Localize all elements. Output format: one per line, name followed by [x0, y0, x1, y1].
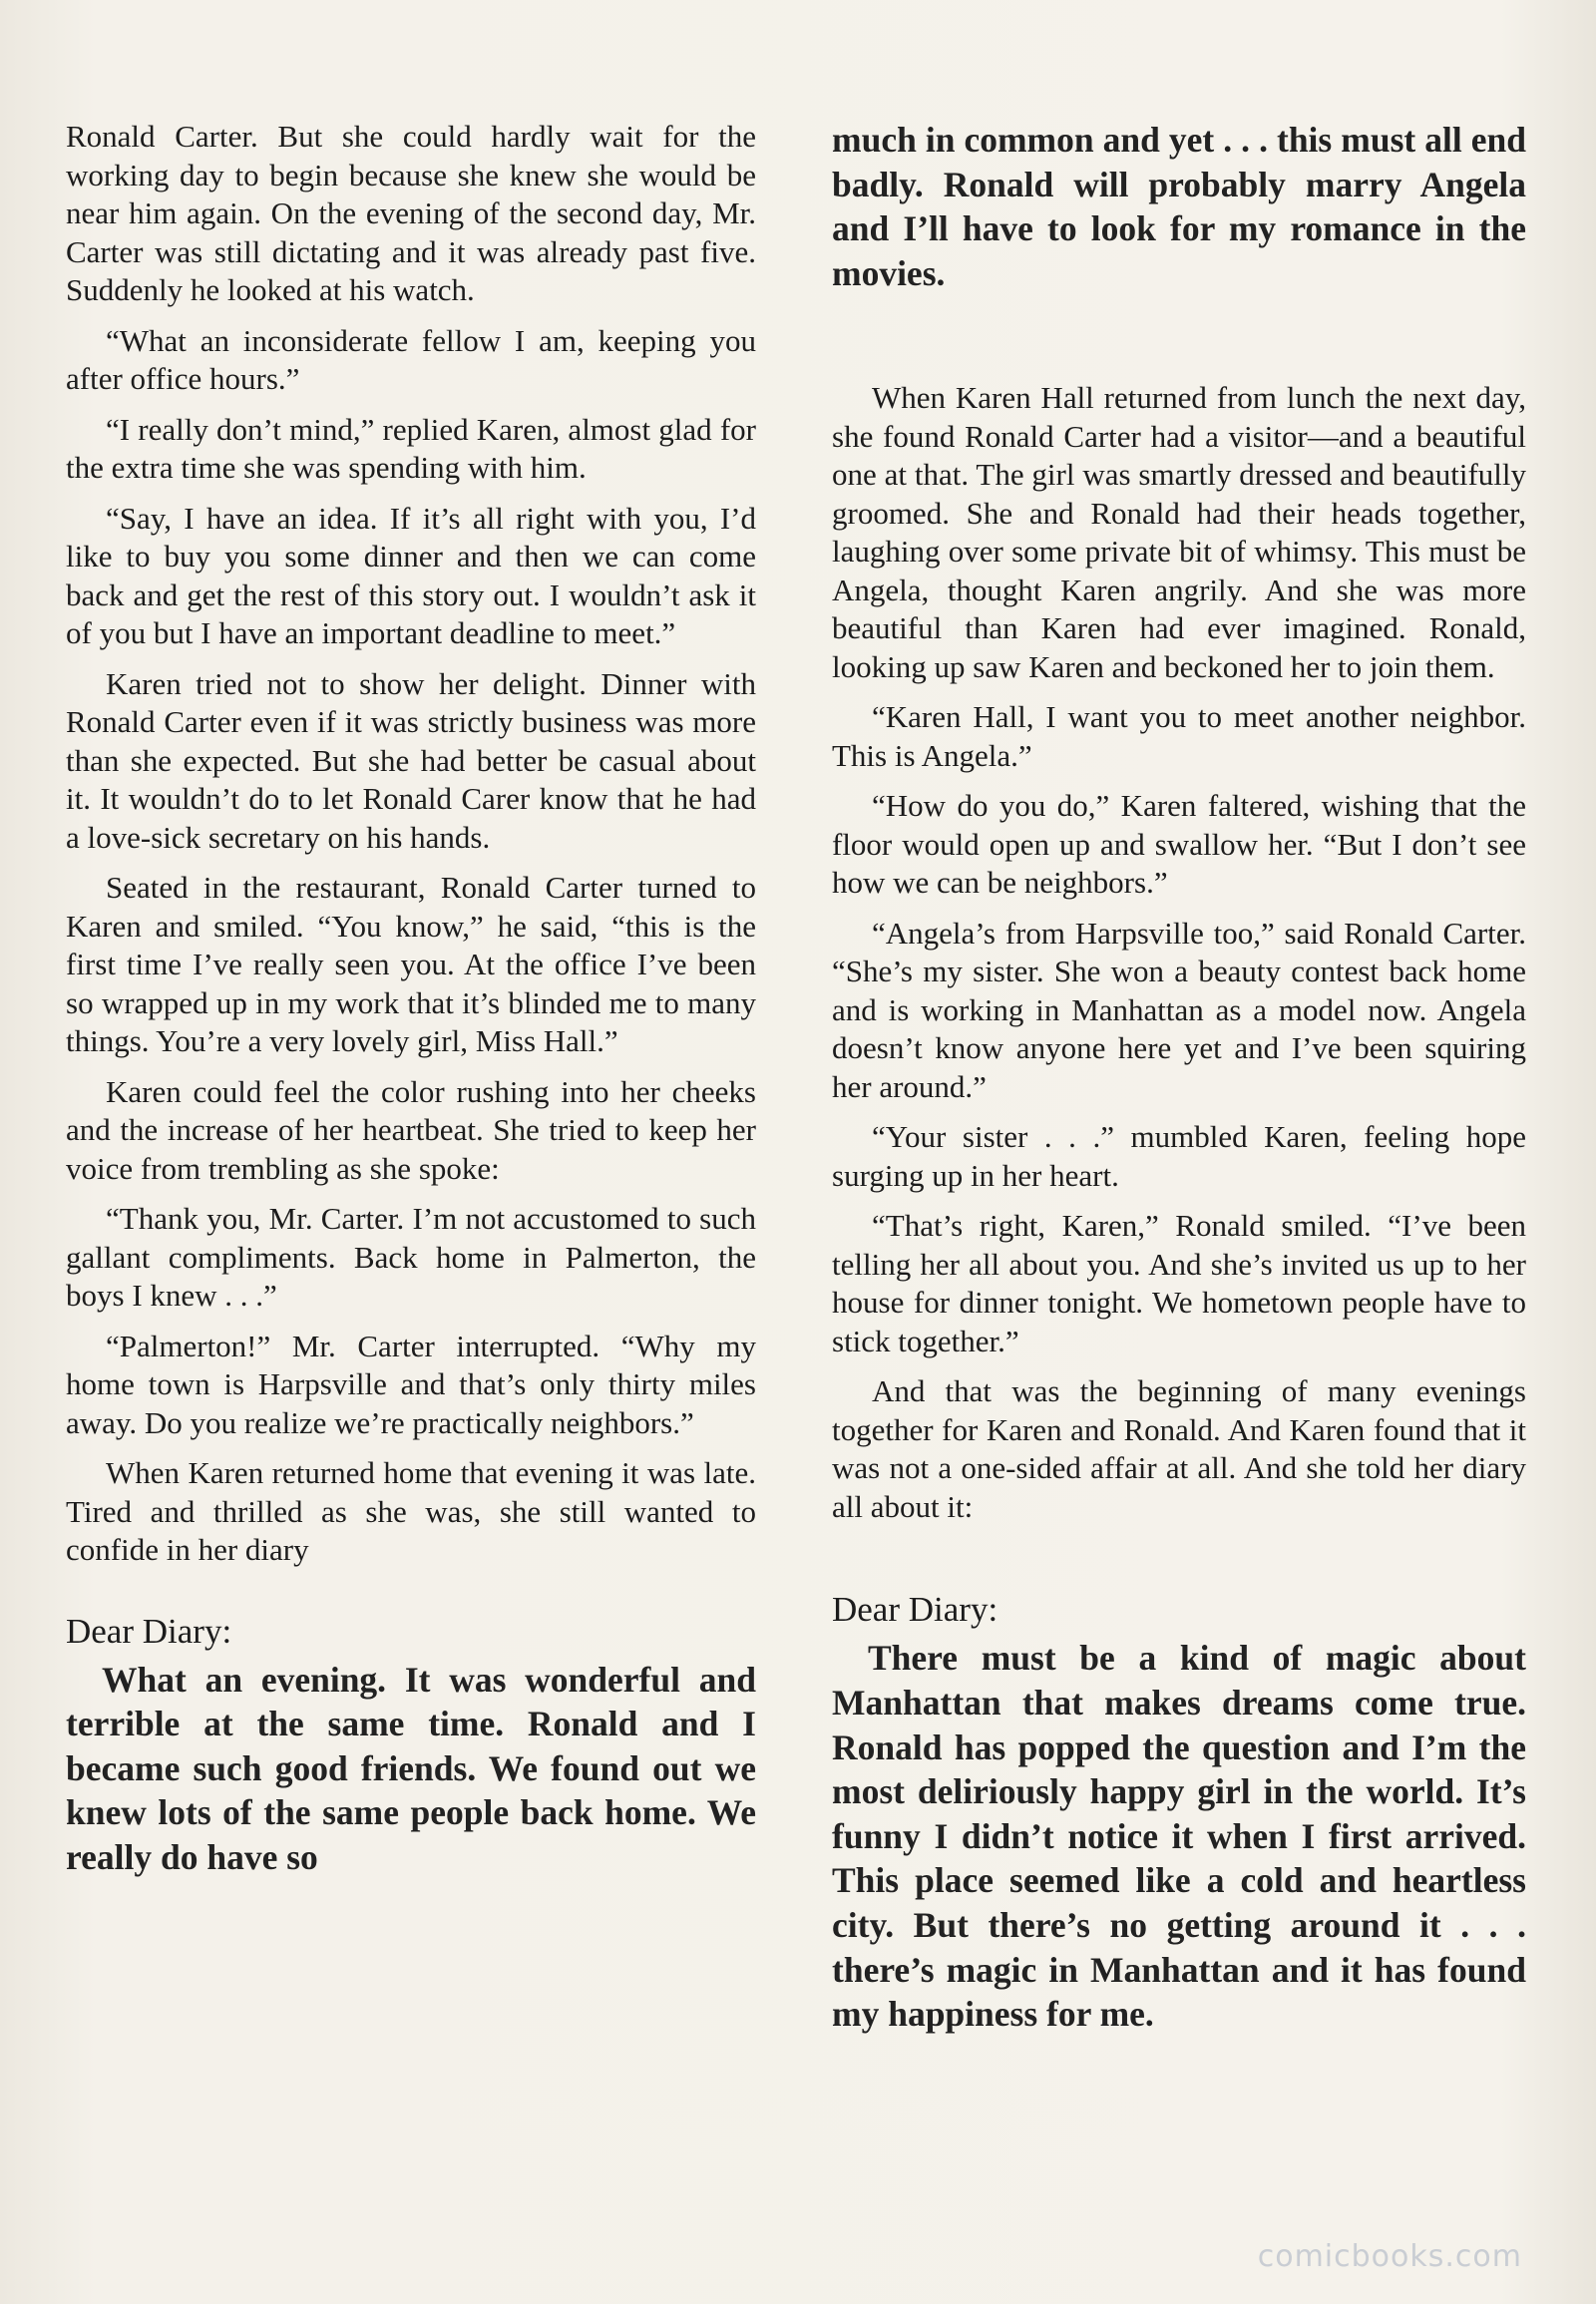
- story-paragraph: “That’s right, Karen,” Ronald smiled. “I’ve been telling her all about you. And she’s invited us up to her house for dinner tonight. We hometown people have to stick together.”: [832, 1208, 1526, 1358]
- story-paragraph: Karen could feel the color rushing into her cheeks and the increase of her heartbeat. She tried to keep her voice from trembling as she spoke:: [66, 1073, 756, 1186]
- story-paragraph: “Thank you, Mr. Carter. I’m not accustomed to such gallant compliments. Back home in Palmerton, the boys I knew . . .”: [66, 1201, 756, 1313]
- story-paragraph: “What an inconsiderate fellow I am, keeping you after office hours.”: [66, 322, 756, 396]
- diary-heading: Dear Diary:: [66, 1611, 232, 1651]
- story-paragraph: And that was the beginning of many evenings together for Karen and Ronald. And Karen found that it was not a one-sided affair at all. And she told her diary all about it:: [832, 1373, 1526, 1524]
- right-column: [832, 118, 1526, 2037]
- story-paragraph: “Angela’s from Harpsville too,” said Ronald Carter. “She’s my sister. She won a beauty contest back home and is working in Manhattan as a model now. Angela doesn’t know anyone here yet and I’ve been squiring her around.”: [832, 915, 1526, 1104]
- diary-entry-continued: much in common and yet . . . this must all end badly. Ronald will probably marry Angela and I’ll have to look for my romance in the movies.: [832, 120, 1526, 293]
- watermark: comicbooks.com: [1257, 2239, 1522, 2274]
- story-paragraph: When Karen Hall returned from lunch the next day, she found Ronald Carter had a visitor—and a beautiful one at that. The girl was smartly dressed and beautifully groomed. She and Ronald had their heads together, laughing over some private bit of whimsy. This must be Angela, thought Karen angrily. And she was more beautiful than Karen had ever imagined. Ronald, looking up saw Karen and beckoned her to join them.: [832, 380, 1526, 684]
- story-paragraph: “Palmerton!” Mr. Carter interrupted. “Why my home town is Harpsville and that’s only thirty miles away. Do you realize we’re practically neighbors.”: [66, 1328, 756, 1440]
- story-paragraph: “Say, I have an idea. If it’s all right with you, I’d like to buy you some dinner and then we can come back and get the rest of this story out. I wouldn’t ask it of you but I have an important deadline to meet.”: [66, 500, 756, 650]
- story-paragraph: When Karen returned home that evening it was late. Tired and thrilled as she was, she still wanted to confide in her diary: [66, 1455, 756, 1567]
- story-paragraph: “Karen Hall, I want you to meet another neighbor. This is Angela.”: [832, 699, 1526, 773]
- story-paragraph: “I really don’t mind,” replied Karen, almost glad for the extra time she was spending with him.: [66, 411, 756, 485]
- diary-entry: There must be a kind of magic about Manhattan that makes dreams come true. Ronald has popped the question and I’m the most deliriously happy girl in the world. It’s funny I didn’t notice it when I first arrived. This place seemed like a cold and heartless city. But there’s no getting around it . . . there’s magic in Manhattan and it has found my happiness for me.: [832, 1638, 1526, 2035]
- story-paragraph: Karen tried not to show her delight. Dinner with Ronald Carter even if it was strictly business was more than she expected. But she had better be casual about it. It wouldn’t do to let Ronald Carer know that he had a love-sick secretary on his hands.: [66, 665, 756, 855]
- diary-heading: Dear Diary:: [832, 1590, 998, 1630]
- diary-entry: What an evening. It was wonderful and terrible at the same time. Ronald and I became such good friends. We found out we knew lots of the same people back home. We really do have so: [66, 1659, 756, 1877]
- left-column: [66, 118, 756, 1879]
- story-paragraph: Ronald Carter. But she could hardly wait for the working day to begin because she knew she would be near him again. On the evening of the second day, Mr. Carter was still dictating and it was already past five. Suddenly he looked at his watch.: [66, 119, 756, 307]
- story-paragraph: “How do you do,” Karen faltered, wishing that the floor would open up and swallow her. “But I don’t see how we can be neighbors.”: [832, 788, 1526, 901]
- story-paragraph: “Your sister . . .” mumbled Karen, feeling hope surging up in her heart.: [832, 1119, 1526, 1193]
- story-paragraph: Seated in the restaurant, Ronald Carter turned to Karen and smiled. “You know,” he said, “this is the first time I’ve really seen you. At the office I’ve been so wrapped up in my work that it’s blinded me to many things. You’re a very lovely girl, Miss Hall.”: [66, 870, 756, 1058]
